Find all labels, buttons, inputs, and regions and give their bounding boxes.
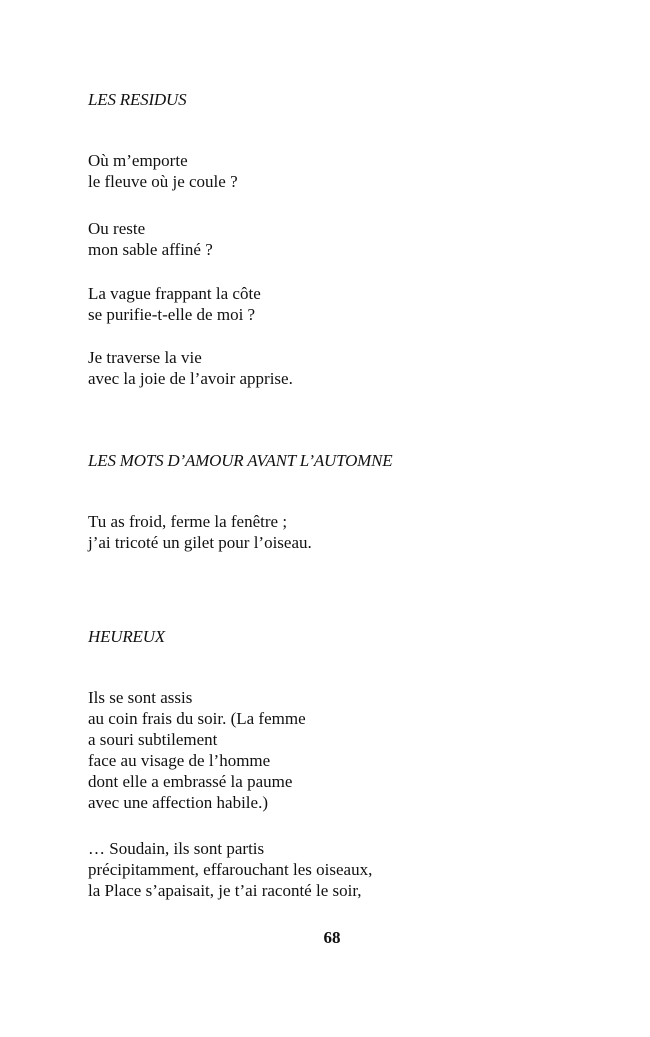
verse-line: Ils se sont assis [88,688,193,707]
verse-line: Je traverse la vie [88,348,202,367]
verse-line: Tu as froid, ferme la fenêtre ; [88,512,288,531]
verse-line: se purifie-t-elle de moi ? [88,305,256,324]
poem-title: HEUREUX [88,627,165,646]
stanza [88,511,312,553]
stanza [88,283,261,325]
verse-line: face au visage de l’homme [88,751,271,770]
verse-line: Ou reste [88,219,146,238]
stanza [88,150,238,192]
verse-line: la Place s’apaisait, je t’ai raconté le soir, [88,881,362,900]
verse-line: La vague frappant la côte [88,284,261,303]
verse-line: précipitamment, effarouchant les oiseaux, [88,860,373,879]
verse-line: j’ai tricoté un gilet pour l’oiseau. [88,533,312,552]
verse-line: Où m’emporte [88,151,188,170]
verse-line: … Soudain, ils sont partis [88,839,265,858]
stanza [88,347,293,389]
page-number: 68 [323,928,341,947]
verse-line: le fleuve où je coule ? [88,172,238,191]
verse-line: a souri subtilement [88,730,218,749]
stanza [88,218,213,260]
stanza [88,838,372,901]
verse-line: dont elle a embrassé la paume [88,772,293,791]
stanza [88,687,306,813]
verse-line: au coin frais du soir. (La femme [88,709,306,728]
verse-line: avec une affection habile.) [88,793,268,812]
poem-title: LES MOTS D’AMOUR AVANT L’AUTOMNE [88,451,393,470]
verse-line: avec la joie de l’avoir apprise. [88,369,293,388]
verse-line: mon sable affiné ? [88,240,213,259]
poem-title: LES RESIDUS [88,90,187,109]
